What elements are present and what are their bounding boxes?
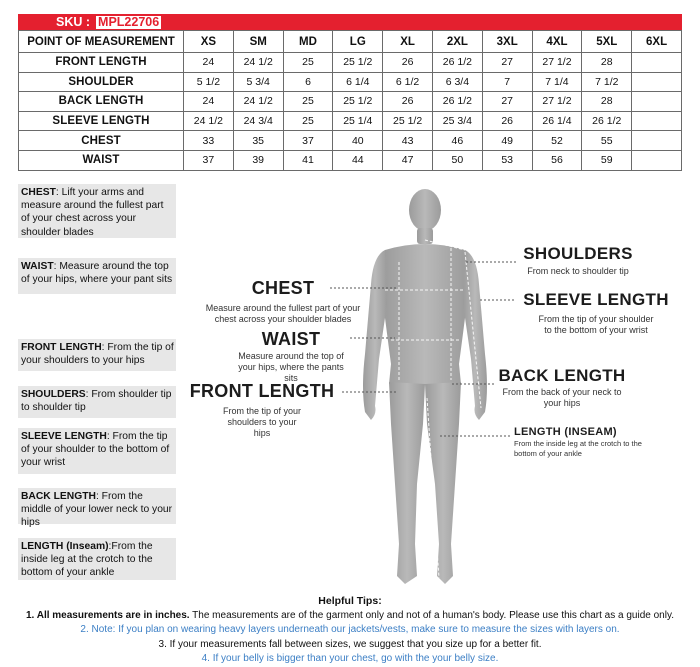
tips-title: Helpful Tips: <box>318 595 382 607</box>
callout-subtitle: Measure around the top of your hips, where the pants sits <box>238 351 344 383</box>
table-cell: 25 <box>283 111 333 131</box>
table-cell: 5 3/4 <box>233 72 283 92</box>
size-chart-table <box>18 30 682 171</box>
column-header: POINT OF MEASUREMENT <box>19 31 184 53</box>
desc-text: :From the inside leg at the crotch to the bottom of your ankle <box>21 541 153 579</box>
table-cell: 25 1/4 <box>333 111 383 131</box>
table-cell <box>632 111 682 131</box>
column-header: LG <box>333 31 383 53</box>
callout-title: WAIST <box>261 329 321 349</box>
column-header: MD <box>283 31 333 53</box>
desc-label: LENGTH (Inseam) <box>21 541 109 552</box>
table-cell: 28 <box>582 92 632 112</box>
table-cell: 27 1/2 <box>532 53 582 73</box>
row-header: WAIST <box>19 150 184 170</box>
desc-text: : From the tip of your shoulders to your hips <box>21 342 174 367</box>
table-cell: 26 <box>482 111 532 131</box>
callout-title: FRONT LENGTH <box>189 381 335 401</box>
callout-subtitle: Measure around the fullest part of your chest across your shoulder blades <box>205 303 361 324</box>
table-cell: 25 1/2 <box>333 53 383 73</box>
callout-waist <box>232 329 350 384</box>
desc-label: WAIST <box>21 261 54 272</box>
table-cell: 35 <box>233 131 283 151</box>
table-cell <box>632 72 682 92</box>
table-cell: 6 3/4 <box>432 72 482 92</box>
column-header: 6XL <box>632 31 682 53</box>
callout-subtitle: From neck to shoulder tip <box>527 266 629 276</box>
tip-1 <box>0 609 700 624</box>
tip-1-text: The measurements are of the garment only and not of a human's body. Please use this chart as a guide only. <box>189 609 674 621</box>
row-header: BACK LENGTH <box>19 92 184 112</box>
callout-subtitle: From the tip of your shoulders to your hips <box>222 406 302 438</box>
table-cell: 46 <box>432 131 482 151</box>
table-row <box>19 53 682 73</box>
sku-label: SKU : <box>56 15 91 29</box>
table-cell: 59 <box>582 150 632 170</box>
table-cell: 39 <box>233 150 283 170</box>
desc-sleeve-length <box>18 428 176 474</box>
table-cell: 27 1/2 <box>532 92 582 112</box>
desc-text: : From shoulder tip to shoulder tip <box>21 389 172 414</box>
tip-2: 2. Note: If you plan on wearing heavy layers underneath our jackets/vests, make sure to measure the sizes with layers on. <box>80 624 620 635</box>
table-cell: 26 1/2 <box>432 92 482 112</box>
table-cell: 6 <box>283 72 333 92</box>
table-cell: 25 3/4 <box>432 111 482 131</box>
table-row <box>19 131 682 151</box>
row-header: CHEST <box>19 131 184 151</box>
table-cell: 24 <box>184 53 234 73</box>
table-cell: 25 <box>283 53 333 73</box>
table-cell: 26 1/2 <box>582 111 632 131</box>
row-header: SLEEVE LENGTH <box>19 111 184 131</box>
table-cell: 33 <box>184 131 234 151</box>
table-header-row <box>19 31 682 53</box>
table-cell: 25 <box>283 92 333 112</box>
callout-subtitle: From the inside leg at the crotch to the bottom of your ankle <box>514 439 642 458</box>
tip-4: 4. If your belly is bigger than your chest, go with the your belly size. <box>201 653 499 664</box>
table-cell: 26 <box>383 53 433 73</box>
row-header: SHOULDER <box>19 72 184 92</box>
table-cell <box>632 53 682 73</box>
table-row <box>19 72 682 92</box>
callout-shoulders <box>518 244 638 277</box>
desc-text: : From the middle of your lower neck to your hips <box>21 491 173 529</box>
desc-label: SHOULDERS <box>21 389 86 400</box>
column-header: SM <box>233 31 283 53</box>
desc-back-length <box>18 488 176 529</box>
table-cell <box>632 150 682 170</box>
desc-label: CHEST <box>21 187 56 198</box>
table-cell: 27 <box>482 53 532 73</box>
table-cell: 50 <box>432 150 482 170</box>
table-cell: 25 1/2 <box>383 111 433 131</box>
table-cell: 6 1/4 <box>333 72 383 92</box>
table-cell: 7 1/2 <box>582 72 632 92</box>
callout-chest <box>203 278 363 325</box>
desc-front-length <box>18 339 176 371</box>
helpful-tips <box>0 594 700 667</box>
table-cell: 40 <box>333 131 383 151</box>
table-cell: 7 1/4 <box>532 72 582 92</box>
sku-value: MPL22706 <box>98 14 160 29</box>
table-cell: 44 <box>333 150 383 170</box>
table-cell: 6 1/2 <box>383 72 433 92</box>
column-header: 3XL <box>482 31 532 53</box>
callout-back-length <box>492 366 632 409</box>
callout-subtitle: From the tip of your shoulder to the bottom of your wrist <box>538 314 654 335</box>
table-cell: 49 <box>482 131 532 151</box>
column-header: XL <box>383 31 433 53</box>
table-row <box>19 111 682 131</box>
table-cell: 24 1/2 <box>233 53 283 73</box>
callout-title: CHEST <box>251 278 315 298</box>
table-cell: 41 <box>283 150 333 170</box>
table-cell: 5 1/2 <box>184 72 234 92</box>
desc-label: FRONT LENGTH <box>21 342 102 353</box>
callout-front-length <box>182 381 342 439</box>
callout-title: LENGTH (INSEAM) <box>514 426 617 438</box>
table-cell: 37 <box>283 131 333 151</box>
callout-title: SHOULDERS <box>523 244 633 263</box>
callout-sleeve-length <box>516 290 676 336</box>
callout-subtitle: From the back of your neck to your hips <box>502 387 622 408</box>
table-cell: 7 <box>482 72 532 92</box>
desc-shoulders <box>18 386 176 418</box>
desc-label: BACK LENGTH <box>21 491 96 502</box>
table-cell <box>632 131 682 151</box>
desc-chest <box>18 184 176 238</box>
table-cell: 24 3/4 <box>233 111 283 131</box>
table-cell: 26 <box>383 92 433 112</box>
table-row <box>19 150 682 170</box>
table-cell: 43 <box>383 131 433 151</box>
human-figure-illustration <box>355 184 495 592</box>
column-header: 2XL <box>432 31 482 53</box>
row-header: FRONT LENGTH <box>19 53 184 73</box>
table-cell: 24 1/2 <box>184 111 234 131</box>
tip-3: 3. If your measurements fall between sizes, we suggest that you size up for a better fit. <box>158 638 542 650</box>
table-cell: 26 1/4 <box>532 111 582 131</box>
table-row <box>19 92 682 112</box>
desc-label: SLEEVE LENGTH <box>21 431 107 442</box>
column-header: XS <box>184 31 234 53</box>
table-cell <box>632 92 682 112</box>
column-header: 4XL <box>532 31 582 53</box>
table-cell: 52 <box>532 131 582 151</box>
table-cell: 53 <box>482 150 532 170</box>
desc-waist <box>18 258 176 294</box>
desc-text: : Lift your arms and measure around the fullest part of your chest across your shoulder blades <box>21 187 164 238</box>
table-cell: 27 <box>482 92 532 112</box>
callout-title: SLEEVE LENGTH <box>523 290 669 309</box>
table-cell: 28 <box>582 53 632 73</box>
table-cell: 24 1/2 <box>233 92 283 112</box>
column-header: 5XL <box>582 31 632 53</box>
table-cell: 25 1/2 <box>333 92 383 112</box>
table-cell: 55 <box>582 131 632 151</box>
table-cell: 26 1/2 <box>432 53 482 73</box>
desc-text: : Measure around the top of your hips, where your pant sits <box>21 261 173 286</box>
sku-bar <box>18 14 682 30</box>
table-cell: 47 <box>383 150 433 170</box>
desc-inseam <box>18 538 176 580</box>
callout-title: BACK LENGTH <box>498 366 626 385</box>
table-cell: 56 <box>532 150 582 170</box>
table-cell: 24 <box>184 92 234 112</box>
callout-inseam <box>514 426 644 459</box>
table-cell: 37 <box>184 150 234 170</box>
desc-text: : From the tip of your shoulder to the bottom of your wrist <box>21 431 170 469</box>
tip-1-bold: 1. All measurements are in inches. <box>25 609 190 621</box>
